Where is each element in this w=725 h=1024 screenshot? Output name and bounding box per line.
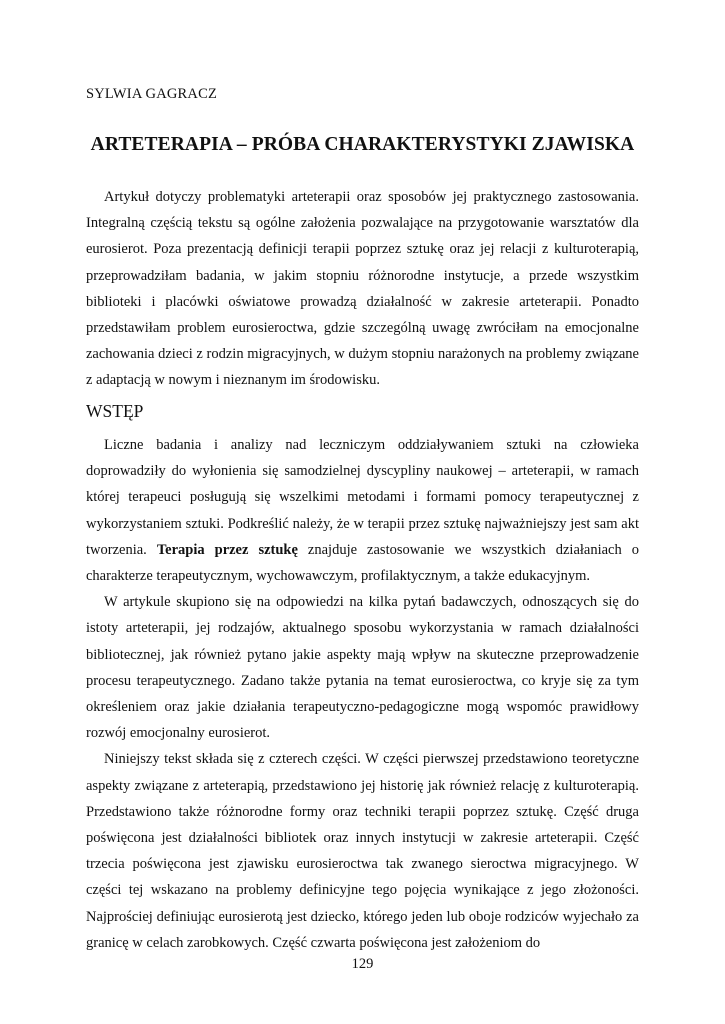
paragraph-1-text-start: Liczne badania i analizy nad leczniczym oddziaływaniem sztuki na człowieka doprowadziły do wyłonienia się samodzielnej dyscypliny naukowej – arteterapii, w ramach której terapeuci posługują się wszelkimi metodami i formami pomocy terapeutycznej z wykorzystaniem sztuki. Podkreślić należy, że w terapii przez sztukę najważniejszy jest sam akt tworzenia.: [86, 437, 639, 558]
article-title: ARTETERAPIA – PRÓBA CHARAKTERYSTYKI ZJAWISKA: [90, 134, 635, 155]
bold-term: Terapia przez sztukę: [156, 541, 298, 558]
paragraph-3: Niniejszy tekst składa się z czterech części. W części pierwszej przedstawiono teoretyczne aspekty związane z arteterapią, przedstawiono jej historię jak również relację z kulturoterapią. Przedstawiono także różnorodne formy oraz techniki terapii poprzez sztukę. Część druga poświęcona jest działalności bibliotek oraz innych instytucji w zakresie arteterapii. Część trzecia poświęcona jest zjawisku eurosieroctwa tak zwanego sieroctwa migracyjnego. W części tej wskazano na problemy definicyjne tego pojęcia wynikające z jego złożoności. Najprościej definiując eurosierotą jest dziecko, którego jeden lub oboje rodziców wyjechało za granicę w celach zarobkowych. Część czwarta poświęcona jest założeniom do: [86, 751, 639, 951]
section-heading: WSTĘP: [86, 401, 144, 421]
paragraph-1-text-end: znajduje zastosowanie we wszystkich działaniach o charakterze terapeutycznym, wychowawczym, profilaktycznym, a także edukacyjnym.: [86, 541, 640, 585]
section-body: [86, 432, 639, 956]
paragraph-2: W artykule skupiono się na odpowiedzi na kilka pytań badawczych, odnoszących się do istoty arteterapii, jej rodzajów, aktualnego sposobu wykorzystania w ramach działalności bibliotecznej, jak również pytano jakie aspekty mają wpływ na skuteczne przeprowadzenie procesu terapeutycznego. Zadano także pytania na temat eurosieroctwa, co kryje się za tym określeniem oraz jakie działania terapeutyczno-pedagogiczne mogą wspomóc prawidłowy rozwój emocjonalny eurosierot.: [86, 594, 639, 742]
abstract: [86, 184, 639, 394]
abstract-paragraph: Artykuł dotyczy problematyki arteterapii oraz sposobów jej praktycznego zastosowania. Integralną częścią tekstu są ogólne założenia pozwalające na przygotowanie warsztatów dla eurosierot. Poza prezentacją definicji terapii poprzez sztukę oraz jej relacji z kulturoterapią, przeprowadziłam badania, w jakim stopniu różnorodne instytucje, a przede wszystkim biblioteki i placówki oświatowe prowadzą działalność w zakresie arteterapii. Ponadto przedstawiłam problem eurosieroctwa, gdzie szczególną uwagę zwróciłam na emocjonalne zachowania dzieci z rodzin migracyjnych, w dużym stopniu narażonych na problemy związane z adaptacją w nowym i nieznanym im środowisku.: [86, 189, 639, 389]
page-number: 129: [351, 956, 374, 972]
paragraph-1: [86, 432, 639, 589]
author-name: SYLWIA GAGRACZ: [86, 86, 218, 102]
